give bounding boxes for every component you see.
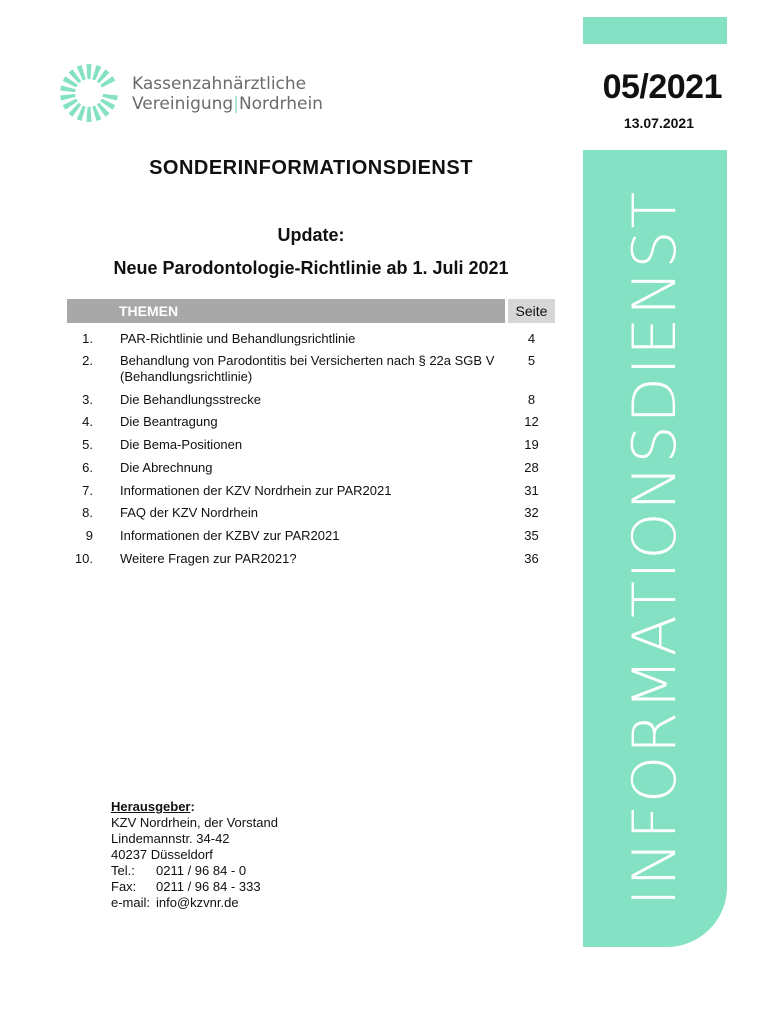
logo-line-1: Kassenzahnärztliche (132, 74, 307, 94)
toc-title: Behandlung von Parodontitis bei Versicherten nach § 22a SGB V (Behandlungsrichtlinie) (120, 353, 495, 384)
toc-title: Die Abrechnung (120, 460, 213, 475)
toc-page: 4 (527, 331, 536, 346)
logo-separator: | (233, 94, 239, 114)
logo-ray (87, 107, 92, 122)
logo-line-2a: Vereinigung (132, 94, 234, 114)
toc-topics-label: THEMEN (119, 303, 179, 319)
toc-topics-header (67, 299, 505, 323)
publisher-city: 40237 Düsseldorf (111, 847, 213, 862)
email-label: e-mail: (111, 895, 151, 910)
page-title: SONDERINFORMATIONSDIENST (149, 157, 473, 179)
toc-title: Die Behandlungsstrecke (120, 392, 261, 407)
toc-page-header: Seite (508, 299, 555, 323)
table-of-contents (67, 299, 555, 566)
toc-num: 9 (85, 528, 93, 543)
top-accent-tab (583, 17, 727, 44)
toc-title: Die Bema-Positionen (120, 437, 243, 452)
toc-num: 2. (82, 353, 93, 368)
toc-num: 10. (74, 551, 93, 566)
tel-value: 0211 / 96 84 - 0 (156, 863, 247, 878)
logo-wordmark (132, 74, 323, 114)
toc-page: 31 (524, 483, 539, 498)
toc-title: Weitere Fragen zur PAR2021? (120, 551, 297, 566)
update-label: Update: (277, 225, 345, 245)
toc-title: FAQ der KZV Nordrhein (120, 505, 258, 520)
toc-title: Informationen der KZV Nordrhein zur PAR2021 (120, 483, 392, 498)
side-label: INFORMATIONSDIENST (620, 189, 690, 907)
publisher-name: KZV Nordrhein, der Vorstand (111, 815, 278, 830)
toc-num: 5. (82, 437, 93, 452)
toc-title: Informationen der KZBV zur PAR2021 (120, 528, 340, 543)
toc-num: 7. (82, 483, 93, 498)
publisher-block (111, 799, 278, 911)
toc-title: Die Beantragung (120, 414, 218, 429)
toc-page: 19 (524, 437, 539, 452)
page-subtitle: Neue Parodontologie-Richtlinie ab 1. Juli 2021 (113, 258, 509, 278)
logo-ray (102, 94, 118, 101)
logo-line-2 (132, 94, 323, 114)
logo-ray (87, 64, 92, 79)
publisher-tel (111, 863, 278, 879)
fax-label: Fax: (111, 879, 137, 894)
toc-page: 5 (527, 353, 536, 368)
logo-line-2b: Nordrhein (238, 94, 323, 114)
publisher-heading (111, 799, 278, 815)
issue-date: 13.07.2021 (623, 115, 694, 131)
publisher-street: Lindemannstr. 34-42 (111, 831, 230, 846)
publisher-email (111, 895, 278, 911)
kzv-sunburst-logo-icon (58, 62, 120, 124)
toc-title: PAR-Richtlinie und Behandlungsrichtlinie (120, 331, 356, 346)
email-link[interactable]: info@kzvnr.de (156, 895, 239, 910)
issue-number: 05/2021 (602, 68, 722, 106)
publisher-label: Herausgeber (111, 799, 191, 814)
publisher-fax (111, 879, 278, 895)
publisher-colon: : (190, 799, 195, 814)
toc-num: 1. (82, 331, 93, 346)
toc-page: 32 (524, 505, 539, 520)
tel-label: Tel.: (111, 863, 135, 878)
toc-page: 12 (524, 414, 539, 429)
toc-num: 4. (82, 414, 93, 429)
toc-page: 36 (524, 551, 539, 566)
toc-num: 6. (82, 460, 93, 475)
logo-ray (60, 94, 76, 101)
toc-num: 3. (82, 392, 93, 407)
toc-num: 8. (82, 505, 93, 520)
logo-ray (60, 86, 76, 93)
toc-page: 35 (524, 528, 539, 543)
fax-value: 0211 / 96 84 - 333 (156, 879, 261, 894)
toc-page: 28 (524, 460, 539, 475)
toc-header (67, 299, 555, 323)
toc-page: 8 (527, 392, 536, 407)
